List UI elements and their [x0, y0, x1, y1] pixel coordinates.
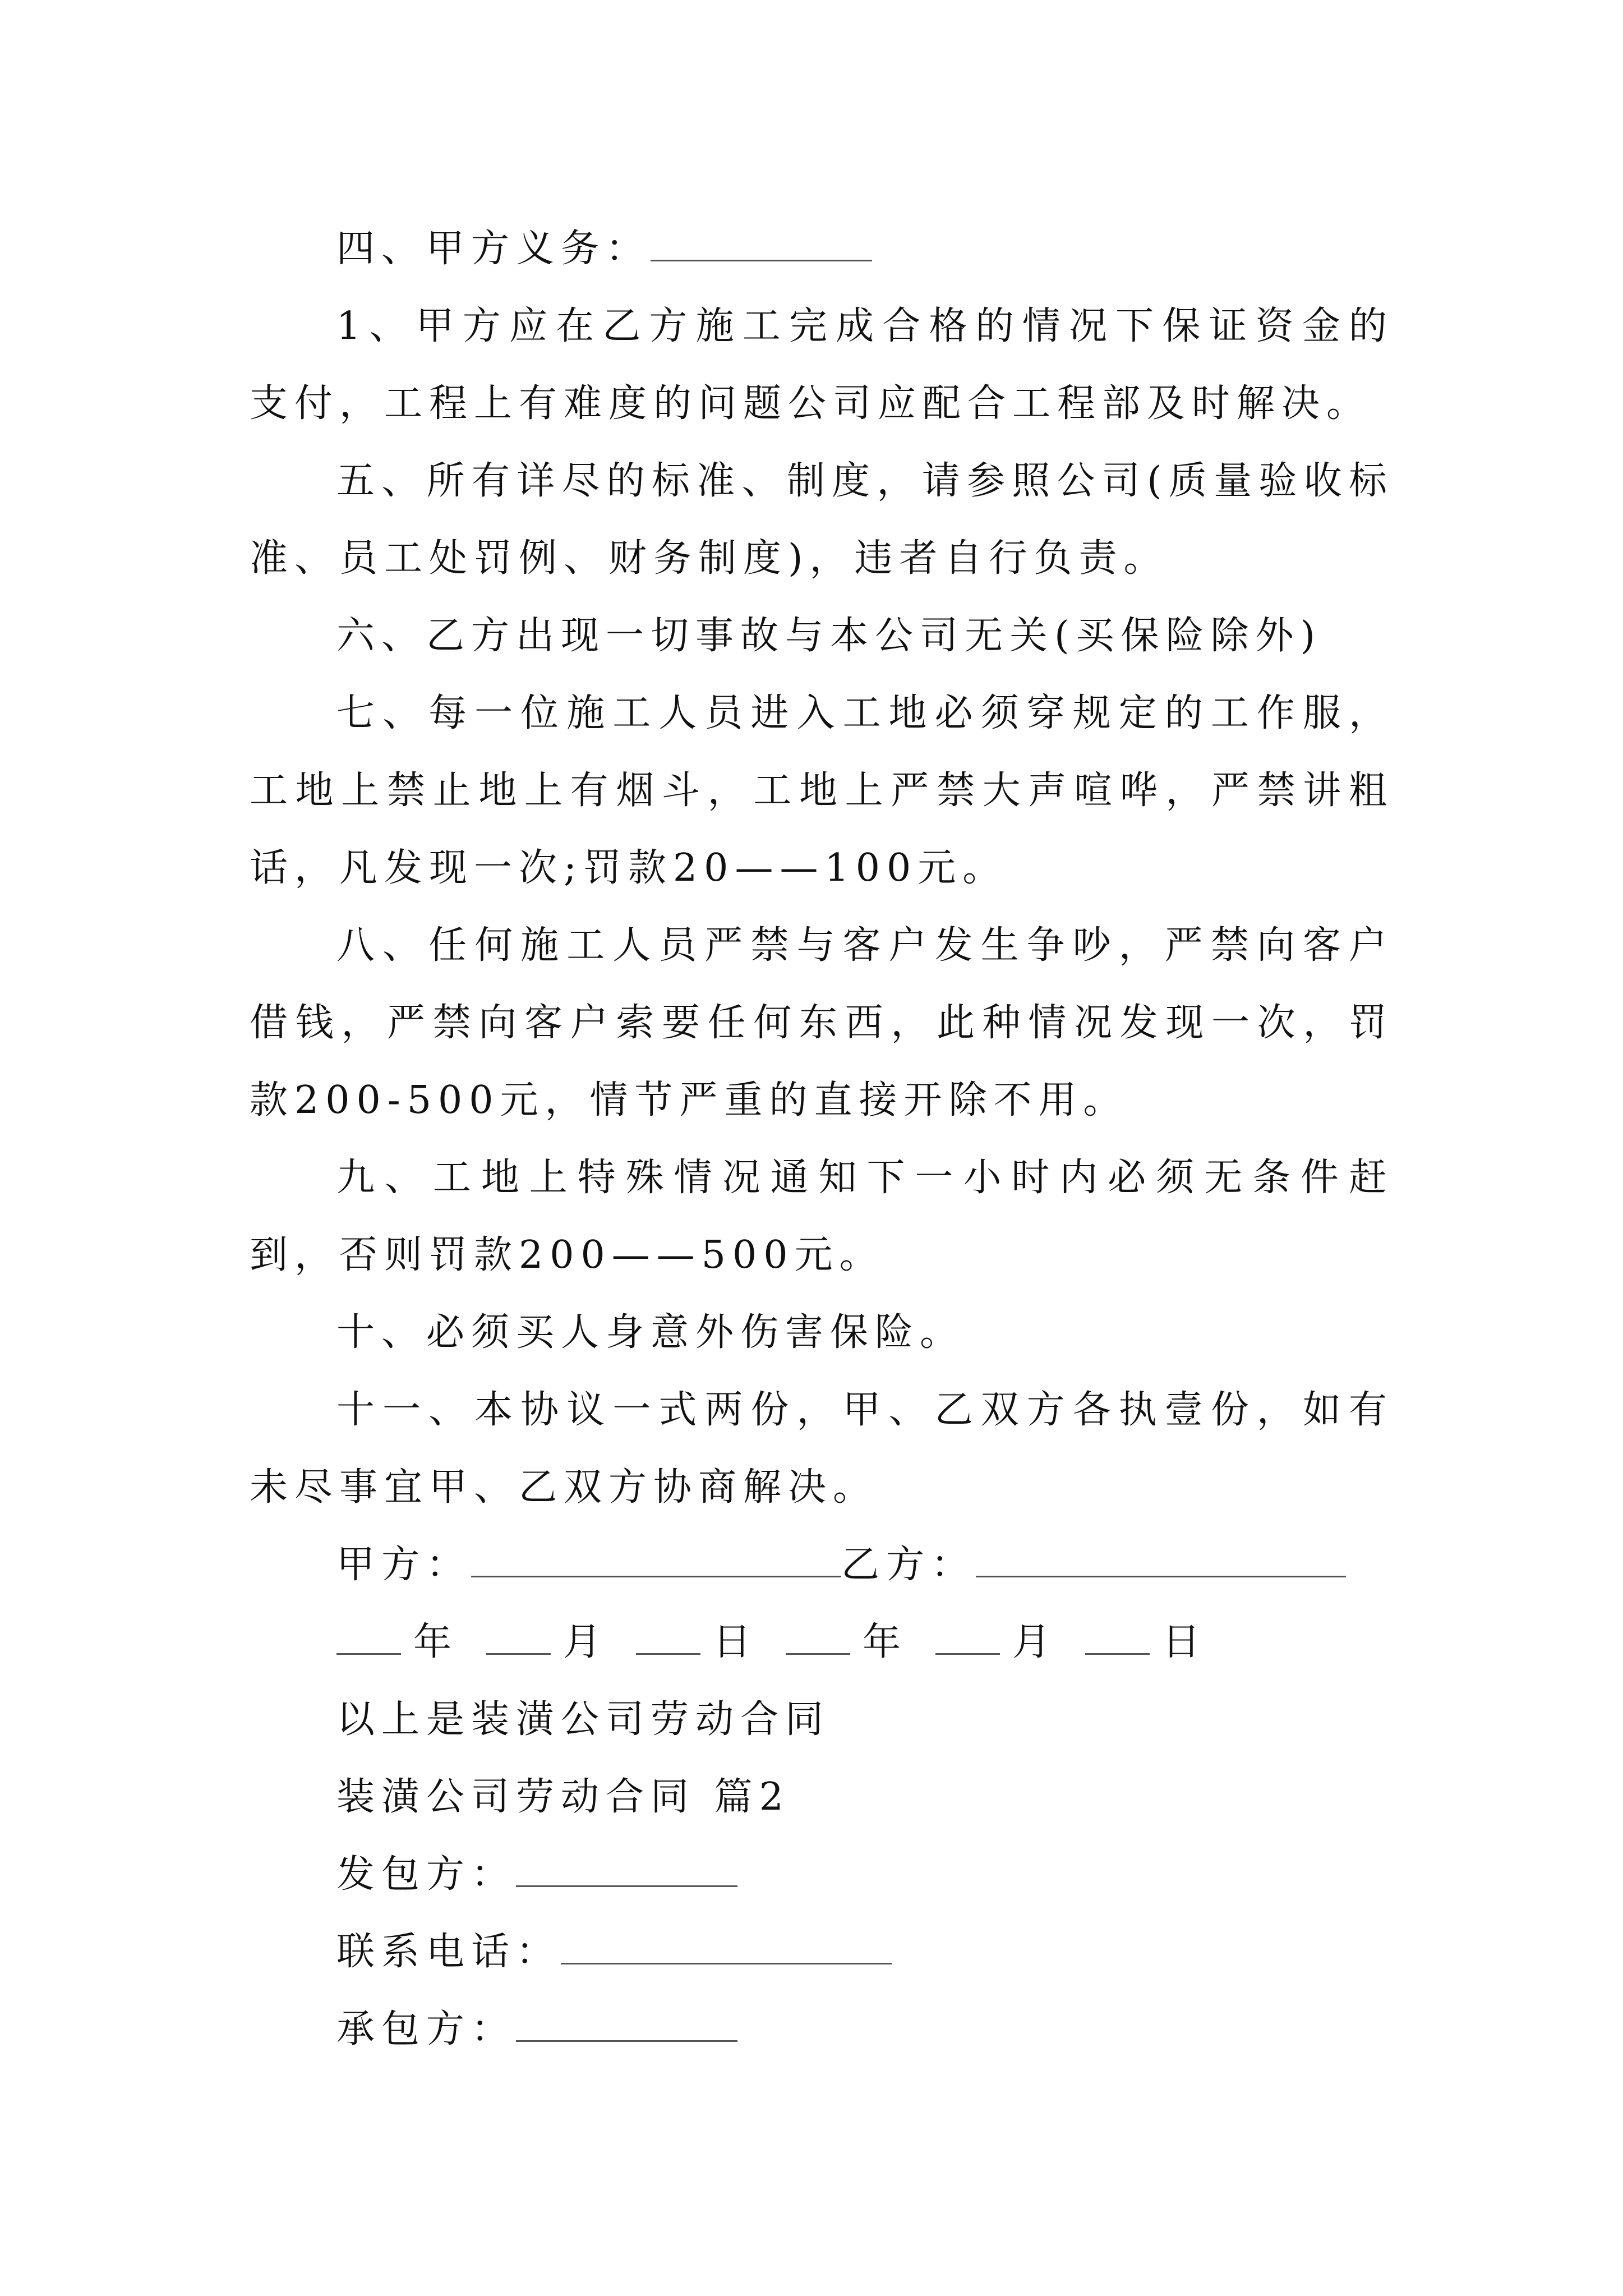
- subcontractor-blank: [516, 2007, 737, 2042]
- contractor-blank: [516, 1852, 737, 1887]
- date-blank: [1085, 1619, 1150, 1655]
- date-blank: [486, 1619, 551, 1655]
- date-blank: [336, 1619, 401, 1655]
- clause-7: 七、每一位施工人员进入工地必须穿规定的工作服，工地上禁止地上有烟斗，工地上严禁大声喧哗，严禁讲粗话，凡发现一次;罚款20——100元。: [250, 691, 1394, 890]
- contractor-label: 发包方：: [336, 1852, 517, 1897]
- document-body: [250, 210, 1394, 2068]
- clause-8: 八、任何施工人员严禁与客户发生争吵，严禁向客户借钱，严禁向客户索要任何东西，此种情况发现一次，罚款200-500元，情节严重的直接开除不用。: [250, 923, 1394, 1122]
- date-day-label: 日: [713, 1620, 758, 1664]
- party-b-blank: [976, 1542, 1346, 1577]
- party-a-blank: [471, 1542, 841, 1577]
- clause-9: 九、工地上特殊情况通知下一小时内必须无条件赶到，否则罚款200——500元。: [250, 1156, 1394, 1277]
- date-blank: [935, 1619, 1000, 1655]
- party-b-label: 乙方：: [841, 1543, 976, 1587]
- signature-line: [250, 1526, 1394, 1604]
- clause-11: 十一、本协议一式两份，甲、乙双方各执壹份，如有未尽事宜甲、乙双方协商解决。: [250, 1388, 1394, 1510]
- clause-6: 六、乙方出现一切事故与本公司无关(买保险除外): [336, 614, 1322, 658]
- phone-label: 联系电话：: [336, 1930, 561, 1974]
- date-year-label: 年: [863, 1620, 908, 1664]
- date-month-label: 月: [563, 1620, 608, 1664]
- section-4-title: 四、甲方义务：: [336, 227, 651, 271]
- date-year-label: 年: [413, 1620, 459, 1664]
- contractor-field: [250, 1836, 1394, 1913]
- clause-10: 十、必须买人身意外伤害保险。: [336, 1310, 965, 1355]
- date-day-label: 日: [1162, 1620, 1207, 1664]
- section-4-heading: [250, 210, 1394, 288]
- closing-note: 以上是装潢公司劳动合同: [336, 1697, 831, 1742]
- party-a-label: 甲方：: [336, 1543, 472, 1587]
- date-blank: [636, 1619, 700, 1655]
- date-blank: [786, 1619, 850, 1655]
- part-2-title: 装潢公司劳动合同 篇2: [336, 1775, 790, 1819]
- subcontractor-field: [250, 1991, 1394, 2068]
- clause-5: 五、所有详尽的标准、制度，请参照公司(质量验收标准、员工处罚例、财务制度)，违者自行负责。: [250, 459, 1394, 581]
- phone-blank: [561, 1929, 892, 1964]
- clause-1: 1、甲方应在乙方施工完成合格的情况下保证资金的支付，工程上有难度的问题公司应配合工程部及时解决。: [250, 304, 1394, 426]
- phone-field: [250, 1913, 1394, 1991]
- date-month-label: 月: [1012, 1620, 1058, 1664]
- section-4-blank: [651, 226, 872, 261]
- date-line: [250, 1604, 1394, 1681]
- subcontractor-label: 承包方：: [336, 2007, 517, 2051]
